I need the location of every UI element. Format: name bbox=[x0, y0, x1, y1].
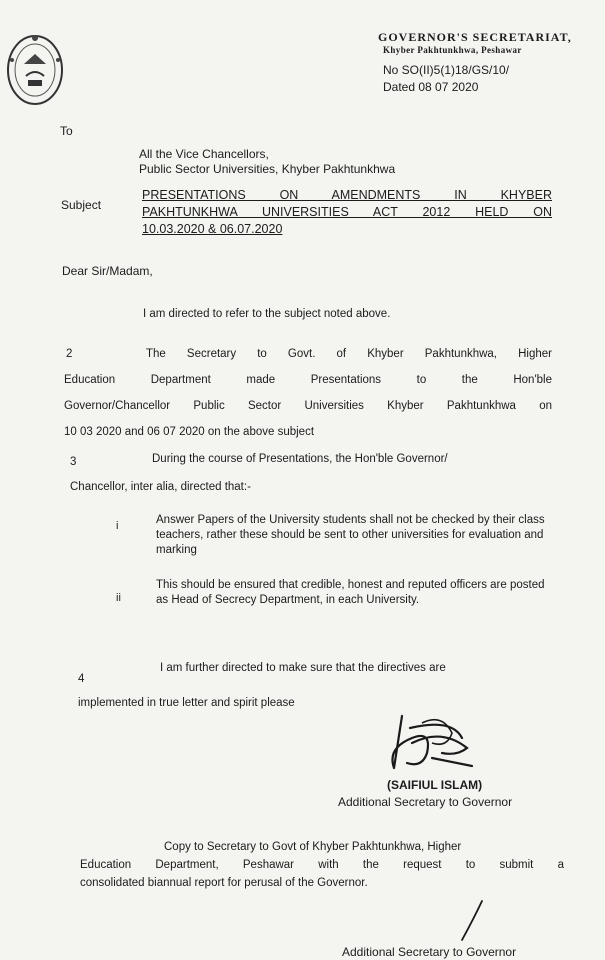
paragraph-3-line-1: During the course of Presentations, the Hon'ble Governor/ bbox=[152, 453, 448, 465]
paragraph-3-line-2: Chancellor, inter alia, directed that:- bbox=[70, 481, 251, 493]
paragraph-4-line-2: implemented in true letter and spirit please bbox=[78, 697, 295, 709]
footer-designation: Additional Secretary to Governor bbox=[342, 945, 517, 959]
copy-line-2: Education Department, Peshawar with the request to submit a bbox=[80, 859, 564, 871]
item-1-text: Answer Papers of the University students shall not be checked by their class teachers, rather these should be sent to other universities for evaluation and marking bbox=[156, 514, 545, 556]
item-2-text: This should be ensured that credible, honest and reputed officers are posted as Head of Secrecy Department, in each University. bbox=[156, 579, 545, 606]
salutation: Dear Sir/Madam, bbox=[62, 264, 153, 278]
subject-line-2: PAKHTUNKHWA UNIVERSITIES ACT 2012 HELD ON bbox=[142, 205, 552, 219]
paragraph-2 bbox=[64, 341, 552, 445]
subject-label: Subject bbox=[61, 198, 102, 212]
recipient-line-2: Public Sector Universities, Khyber Pakhtunkhwa bbox=[139, 162, 396, 176]
paragraph-1: I am directed to refer to the subject noted above. bbox=[143, 308, 391, 320]
item-1-number: i bbox=[116, 520, 119, 532]
paragraph-2-line-3: Governor/Chancellor Public Sector Universities Khyber Pakhtunkhwa on bbox=[64, 400, 552, 412]
letterhead-location: Khyber Pakhtunkhwa, Peshawar bbox=[383, 45, 522, 55]
letterhead-office: GOVERNOR'S SECRETARIAT, bbox=[378, 30, 572, 44]
paragraph-2-line-4: 10 03 2020 and 06 07 2020 on the above subject bbox=[64, 426, 315, 438]
signatory-name: (SAIFIUL ISLAM) bbox=[387, 778, 483, 792]
initials-signature-icon bbox=[452, 898, 492, 943]
recipient-line-1: All the Vice Chancellors, bbox=[139, 147, 269, 161]
subject-text bbox=[142, 187, 552, 238]
paragraph-2-number: 2 bbox=[66, 348, 73, 360]
to-label: To bbox=[60, 124, 73, 138]
government-seal-icon bbox=[4, 30, 66, 110]
paragraph-3-number: 3 bbox=[70, 456, 77, 468]
paragraph-2-line-1: The Secretary to Govt. of Khyber Pakhtunkhwa, Higher bbox=[146, 348, 552, 360]
item-2-number: ii bbox=[116, 592, 121, 604]
subject-line-3: 10.03.2020 & 06.07.2020 bbox=[142, 222, 283, 236]
signature-icon bbox=[372, 708, 482, 778]
copy-line-3: consolidated biannual report for perusal of the Governor. bbox=[80, 877, 368, 889]
reference-number: No SO(II)5(1)18/GS/10/ bbox=[383, 63, 510, 77]
subject-line-1: PRESENTATIONS ON AMENDMENTS IN KHYBER bbox=[142, 188, 552, 202]
paragraph-2-line-2: Education Department made Presentations to the Hon'ble bbox=[64, 374, 552, 386]
signatory-designation: Additional Secretary to Governor bbox=[338, 795, 513, 809]
paragraph-4-number: 4 bbox=[78, 673, 85, 685]
letter-date: Dated 08 07 2020 bbox=[383, 80, 479, 94]
paragraph-4-line-1: I am further directed to make sure that the directives are bbox=[160, 662, 446, 674]
copy-line-1: Copy to Secretary to Govt of Khyber Pakhtunkhwa, Higher bbox=[164, 841, 462, 853]
